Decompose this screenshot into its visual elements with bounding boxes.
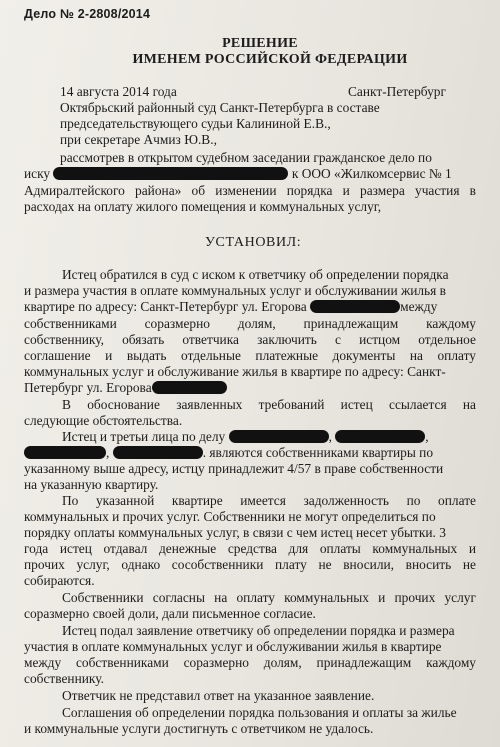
body-line: собственниками соразмерно долям, принадлежащим каждому [24,316,476,331]
body-line: на указанную квартиру. [24,477,159,492]
body-line: , . являются собственниками квартиры по [24,445,433,461]
redaction-mark [310,300,400,313]
body-line: По указанной квартире имеется задолженность по оплате [62,493,476,508]
redaction-mark [229,430,329,443]
body-line: и коммунальные услуги достигнуть с ответчиком не удалось. [24,721,374,736]
body-line: порядку оплаты коммунальных услуг, в связи с чем истец несет убытки. 3 [24,525,446,540]
parties-text: Истец и третьи лица по делу [62,429,226,444]
address-text: Петербург ул. Егорова [24,380,152,395]
redaction-mark [113,446,203,459]
body-line: Истец обратился в суд с иском к ответчику об определении порядка [62,267,449,282]
claim-word: иску [24,166,51,181]
redaction-mark [53,167,288,180]
case-number: Дело № 2-2808/2014 [24,7,151,21]
body-line: Собственники согласны на оплату коммунальных и прочих услуг [62,590,476,605]
body-line: между собственниками соразмерно долям, принадлежащим каждому [24,655,476,670]
court-line: рассмотрев в открытом судебном заседании гражданское дело по [60,150,432,165]
body-line: Соглашения об определении порядка пользования и оплаты за жилье [62,705,457,720]
body-line: В обоснование заявленных требований истец ссылается на [62,397,476,412]
body-line [24,380,227,396]
body-line [24,299,437,315]
body-line: Истец подал заявление ответчику об определении порядка и размера [62,623,455,638]
established-heading: УСТАНОВИЛ: [205,235,302,250]
claim-defendant: к ООО «Жилкомсервис № 1 [291,166,452,181]
decision-subtitle: ИМЕНЕМ РОССИЙСКОЙ ФЕДЕРАЦИИ [132,52,408,67]
body-line: прочих услуг, однако сособственники плату не вносили, вносить не [24,557,476,572]
owners-text: . являются собственниками квартиры по [202,445,434,460]
body-line: собираются. [24,573,95,588]
address-text: квартире по адресу: Санкт-Петербург ул. Егорова [24,299,307,314]
body-line: года истец отдавал денежные средства для оплаты коммунальных и [24,541,476,556]
claim-line: Адмиралтейского района» об изменении порядка и размера участия в [24,183,476,198]
body-line: Ответчик не представил ответ на указанное заявление. [62,688,375,703]
body-line: собственнику. [24,671,104,686]
body-line: коммунальных и прочих услуг. Собственники не могут определиться по [24,509,436,524]
body-line: собственнику, обязать ответчика заключить с истцом отдельное [24,332,476,347]
decision-date: 14 августа 2014 года [60,84,177,99]
court-line: при секретаре Ачмиз Ю.В., [60,132,217,147]
body-line: указанному выше адресу, истцу принадлежит 4/57 в праве собственности [24,461,444,476]
address-tail: между [400,299,438,314]
court-line: председательствующего судьи Калининой Е.В., [60,116,331,131]
decision-title: РЕШЕНИЕ [222,36,298,51]
claim-line [24,166,452,182]
body-line: следующие обстоятельства. [24,413,183,428]
body-line: и размера участия в оплате коммунальных услуг и обслуживании жилья в [24,283,446,298]
body-line: соразмерно своей доли, дали письменное согласие. [24,606,316,621]
redaction-mark [24,446,106,459]
redaction-mark [335,430,425,443]
court-line: Октябрьский районный суд Санкт-Петербурга в составе [60,100,380,115]
claim-line: расходах на оплату жилого помещения и коммунальных услуг, [24,199,382,214]
redaction-mark [152,381,227,394]
body-line: коммунальных услуг и обслуживание жилья в квартире по адресу: Санкт- [24,364,446,379]
decision-city: Санкт-Петербург [348,84,446,99]
body-line: Истец и третьи лица по делу , , [62,429,429,444]
body-line: соглашение и выдать отдельные платежные документы на оплату [24,348,476,363]
body-line: участия в оплате коммунальных услуг и обслуживании жилья в квартире [24,639,442,654]
